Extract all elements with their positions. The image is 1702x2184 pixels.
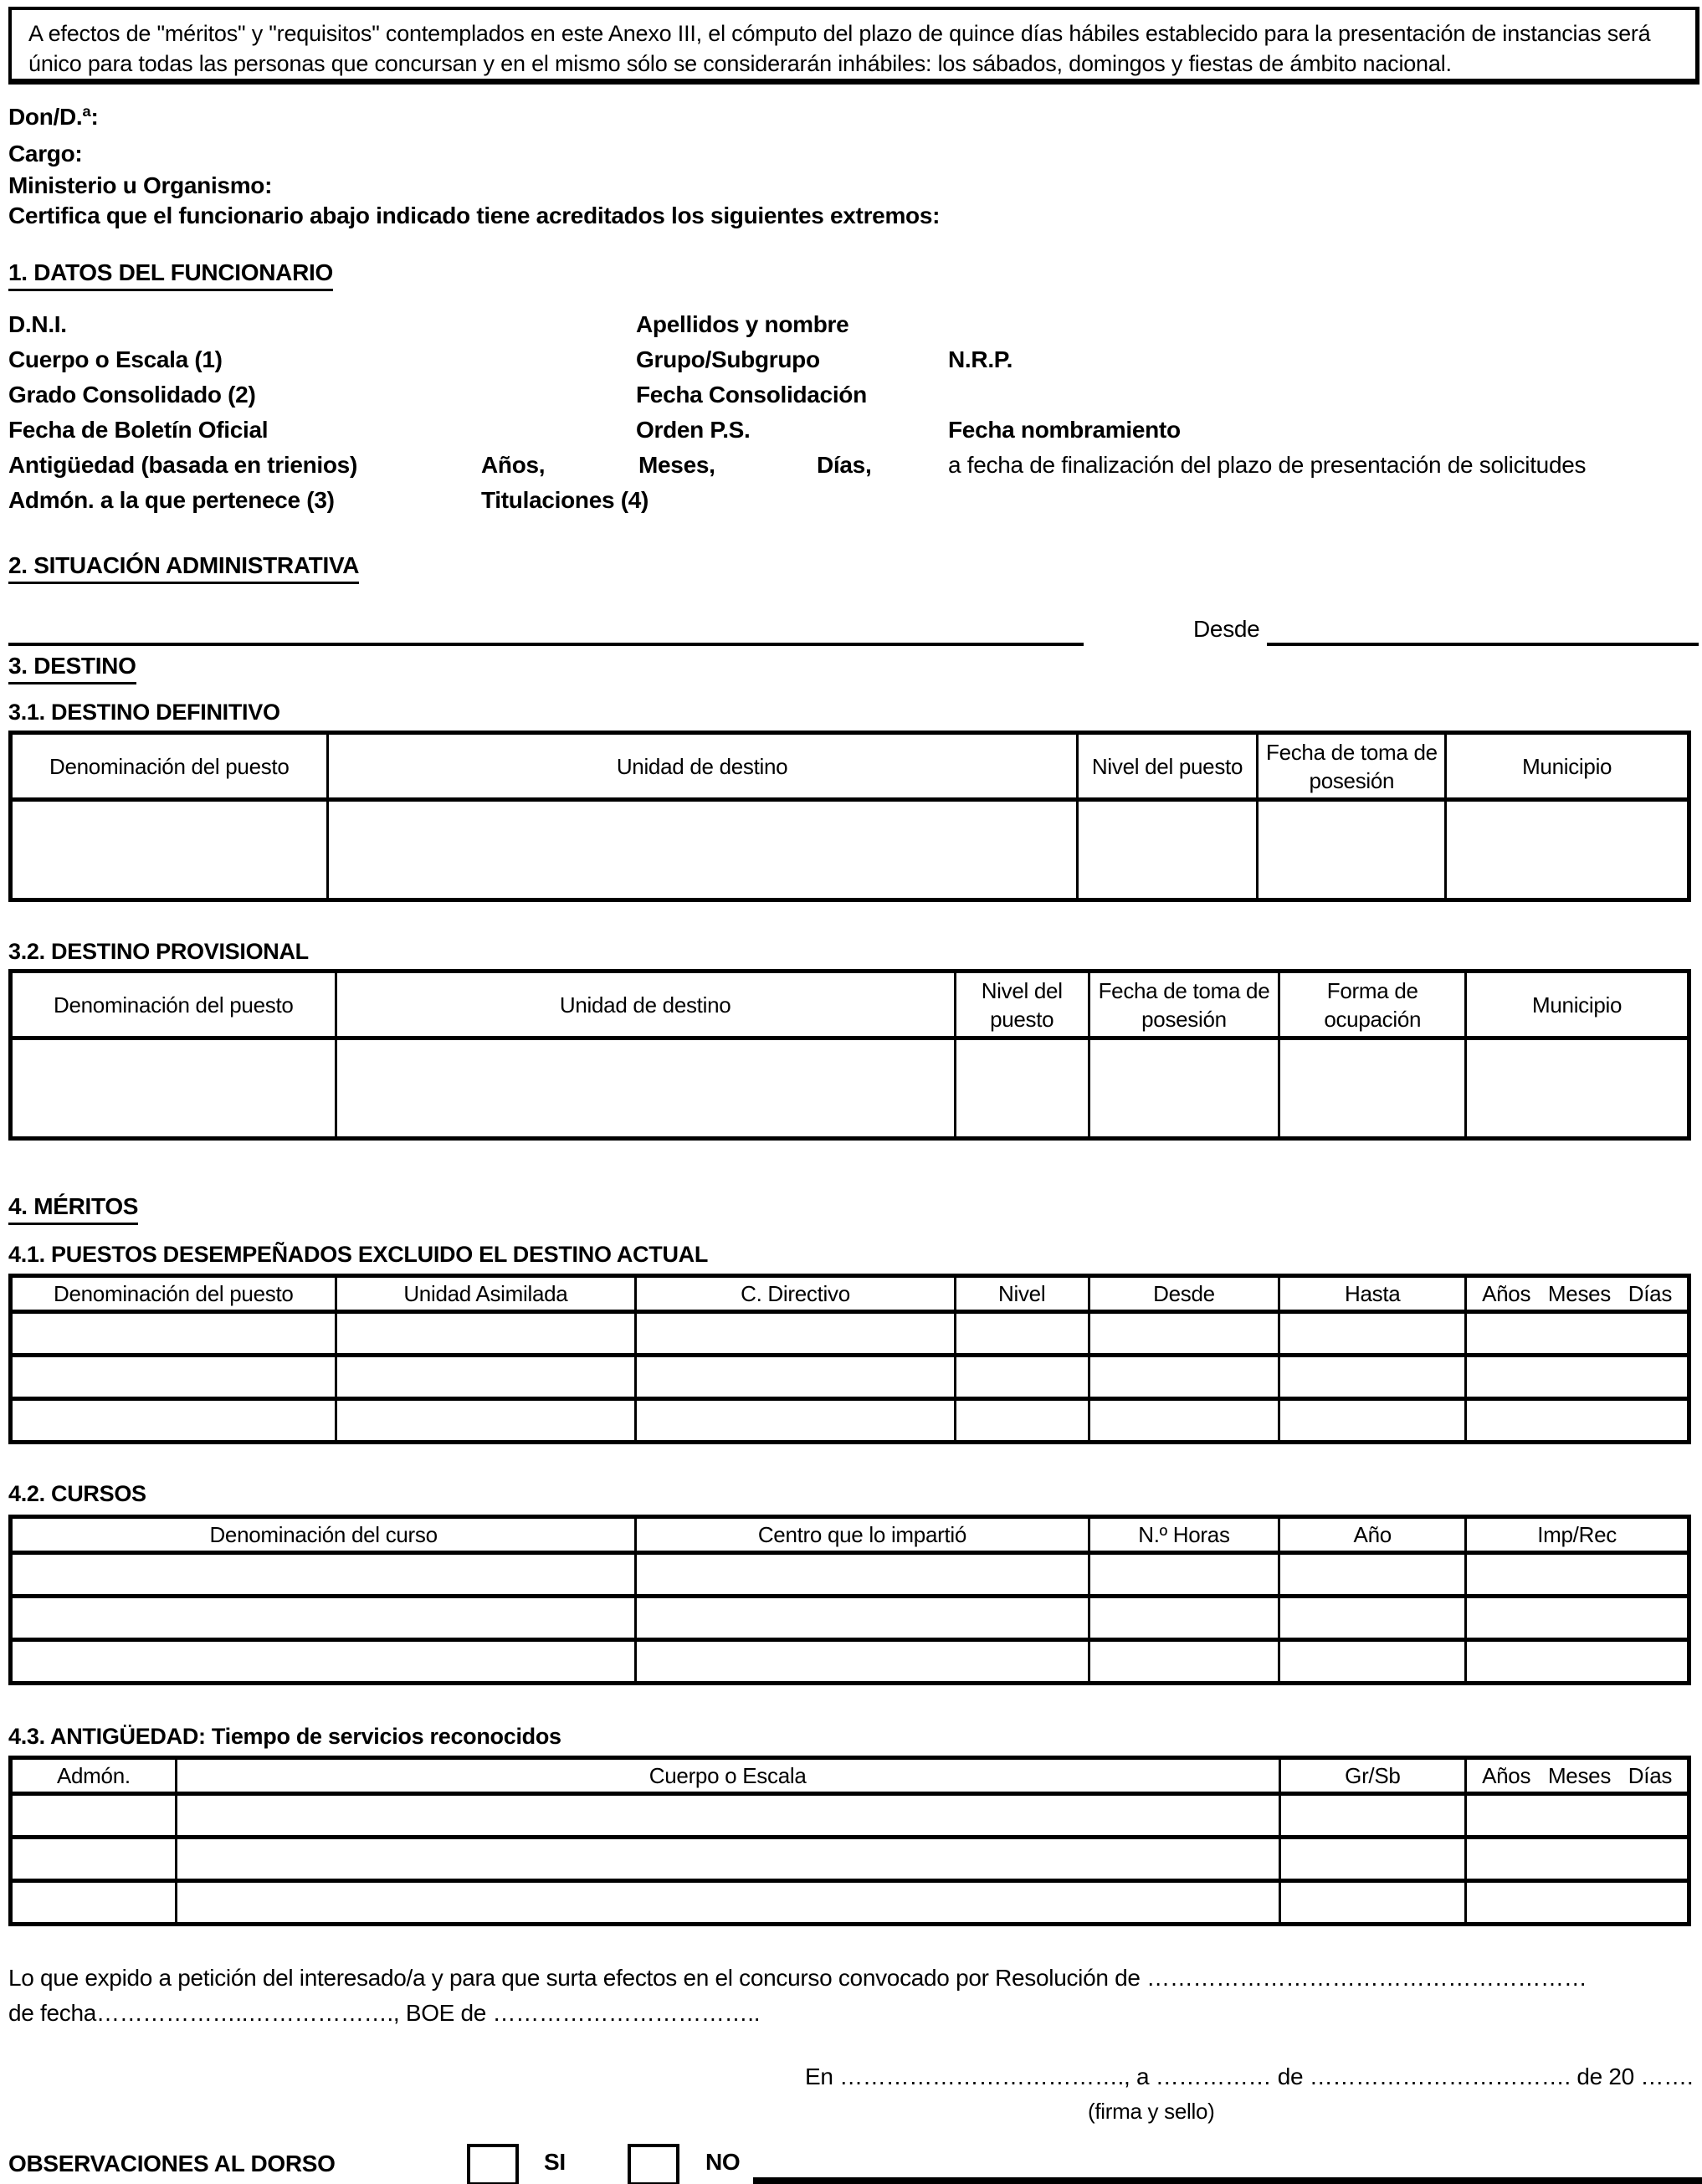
desde-label: Desde (1193, 616, 1260, 642)
column-header: Nivel (955, 1276, 1089, 1312)
section4-title: 4. MÉRITOS (8, 1193, 138, 1225)
empty-cell[interactable] (1077, 800, 1258, 900)
column-header: Cuerpo o Escala (176, 1758, 1279, 1794)
table-row (11, 1553, 1689, 1597)
intro-notice-line1: A efectos de "méritos" y "requisitos" contemplados en este Anexo III, el cómputo del plazo de quince días hábiles establecido para la presentación de instancias será (28, 21, 1651, 46)
column-header: Municipio (1446, 733, 1689, 800)
section3-1-title: 3.1. DESTINO DEFINITIVO (8, 700, 280, 725)
cursos-table (8, 1515, 1691, 1685)
empty-cell[interactable] (1466, 1038, 1689, 1139)
column-header: Desde (1089, 1276, 1279, 1312)
table-row (11, 1356, 1689, 1399)
table-row (11, 1312, 1689, 1356)
empty-cell[interactable] (636, 1553, 1089, 1597)
empty-cell[interactable] (1279, 1794, 1466, 1838)
section3-2-title: 3.2. DESTINO PROVISIONAL (8, 939, 309, 964)
empty-cell[interactable] (11, 1553, 636, 1597)
table-row (11, 1881, 1689, 1925)
expido-line1: Lo que expido a petición del interesado/a y para que surta efectos en el concurso convocado por Resolución de ………………………………………………… (8, 1965, 1587, 1991)
empty-cell[interactable] (11, 1597, 636, 1640)
empty-cell[interactable] (1089, 1553, 1279, 1597)
column-header: Fecha de toma de posesión (1258, 733, 1446, 800)
empty-cell[interactable] (176, 1838, 1279, 1881)
grado-consolidado-label: Grado Consolidado (2) (8, 382, 256, 408)
table-header-row (11, 1276, 1689, 1312)
dias-label: Días, (817, 452, 872, 478)
page-edge-bar (753, 2177, 1702, 2184)
column-header: Años Meses Días (1466, 1758, 1689, 1794)
table-row (11, 800, 1689, 900)
antiguedad-table (8, 1756, 1691, 1926)
situacion-fill-line[interactable] (8, 643, 1084, 646)
fecha-boletin-label: Fecha de Boletín Oficial (8, 417, 269, 443)
empty-cell[interactable] (1466, 1312, 1689, 1356)
admon-pertenece-label: Admón. a la que pertenece (3) (8, 487, 335, 513)
column-header: Fecha de toma de posesión (1089, 972, 1279, 1038)
empty-cell[interactable] (1279, 1356, 1466, 1399)
empty-cell[interactable] (1446, 800, 1689, 900)
grupo-subgrupo-label: Grupo/Subgrupo (636, 346, 820, 372)
cargo-label: Cargo: (8, 141, 83, 167)
column-header: Forma de ocupación (1279, 972, 1466, 1038)
observaciones-si-checkbox[interactable] (467, 2144, 519, 2184)
firma-sello-label: (firma y sello) (1088, 2099, 1215, 2124)
table-row (11, 1838, 1689, 1881)
empty-cell[interactable] (11, 1312, 336, 1356)
table-header-row (11, 733, 1689, 800)
empty-cell[interactable] (1279, 1881, 1466, 1925)
column-header: C. Directivo (636, 1276, 956, 1312)
empty-cell[interactable] (1089, 1356, 1279, 1399)
empty-cell[interactable] (955, 1038, 1089, 1139)
section4-2-title: 4.2. CURSOS (8, 1481, 146, 1506)
empty-cell[interactable] (1089, 1399, 1279, 1443)
dni-label: D.N.I. (8, 311, 67, 337)
table-header-row (11, 972, 1689, 1038)
empty-cell[interactable] (636, 1597, 1089, 1640)
titulaciones-label: Titulaciones (4) (481, 487, 649, 513)
observaciones-no-checkbox[interactable] (628, 2144, 679, 2184)
column-header: Unidad de destino (327, 733, 1077, 800)
empty-cell[interactable] (1089, 1640, 1279, 1684)
nrp-label: N.R.P. (948, 346, 1013, 372)
fecha-consolidacion-label: Fecha Consolidación (636, 382, 867, 408)
empty-cell[interactable] (1466, 1356, 1689, 1399)
certifica-label: Certifica que el funcionario abajo indicado tiene acreditados los siguientes extremos: (8, 203, 941, 228)
orden-ps-label: Orden P.S. (636, 417, 751, 443)
empty-cell[interactable] (11, 1399, 336, 1443)
empty-cell[interactable] (1466, 1399, 1689, 1443)
section3-title: 3. DESTINO (8, 653, 136, 684)
antiguedad-label: Antigüedad (basada en trienios) (8, 452, 357, 478)
column-header: Nivel del puesto (1077, 733, 1258, 800)
table-row (11, 1399, 1689, 1443)
empty-cell[interactable] (636, 1356, 956, 1399)
empty-cell[interactable] (955, 1399, 1089, 1443)
empty-cell[interactable] (1089, 1597, 1279, 1640)
empty-cell[interactable] (11, 1794, 177, 1838)
empty-cell[interactable] (327, 800, 1077, 900)
empty-cell[interactable] (636, 1399, 956, 1443)
column-header: Centro que lo impartió (636, 1517, 1089, 1553)
empty-cell[interactable] (11, 1640, 636, 1684)
empty-cell[interactable] (1466, 1640, 1689, 1684)
empty-cell[interactable] (336, 1356, 636, 1399)
table-header-row (11, 1758, 1689, 1794)
empty-cell[interactable] (11, 1038, 336, 1139)
empty-cell[interactable] (636, 1312, 956, 1356)
empty-cell[interactable] (1466, 1794, 1689, 1838)
cuerpo-escala-label: Cuerpo o Escala (1) (8, 346, 223, 372)
empty-cell[interactable] (11, 1838, 177, 1881)
column-header: N.º Horas (1089, 1517, 1279, 1553)
empty-cell[interactable] (1279, 1597, 1466, 1640)
empty-cell[interactable] (11, 800, 328, 900)
column-header: Años Meses Días (1466, 1276, 1689, 1312)
column-header: Unidad de destino (336, 972, 955, 1038)
don-label: Don/D.ª: (8, 104, 99, 130)
empty-cell[interactable] (176, 1881, 1279, 1925)
empty-cell[interactable] (336, 1399, 636, 1443)
empty-cell[interactable] (636, 1640, 1089, 1684)
section1-title: 1. DATOS DEL FUNCIONARIO (8, 259, 333, 291)
table-row (11, 1794, 1689, 1838)
table-header-row (11, 1517, 1689, 1553)
empty-cell[interactable] (1279, 1038, 1466, 1139)
section4-3-title: 4.3. ANTIGÜEDAD: Tiempo de servicios reconocidos (8, 1724, 561, 1749)
observaciones-label: OBSERVACIONES AL DORSO (8, 2151, 336, 2176)
column-header: Año (1279, 1517, 1466, 1553)
empty-cell[interactable] (1466, 1553, 1689, 1597)
anos-label: Años, (481, 452, 546, 478)
empty-cell[interactable] (1279, 1399, 1466, 1443)
empty-cell[interactable] (955, 1312, 1089, 1356)
column-header: Denominación del puesto (11, 733, 328, 800)
empty-cell[interactable] (1279, 1553, 1466, 1597)
empty-cell[interactable] (11, 1356, 336, 1399)
column-header: Denominación del curso (11, 1517, 636, 1553)
empty-cell[interactable] (1466, 1838, 1689, 1881)
column-header: Imp/Rec (1466, 1517, 1689, 1553)
table-row (11, 1597, 1689, 1640)
desde-fill-line[interactable] (1267, 643, 1699, 646)
column-header: Municipio (1466, 972, 1689, 1038)
column-header: Hasta (1279, 1276, 1466, 1312)
empty-cell[interactable] (336, 1312, 636, 1356)
ministerio-label: Ministerio u Organismo: (8, 172, 273, 198)
column-header: Admón. (11, 1758, 177, 1794)
column-header: Gr/Sb (1279, 1758, 1466, 1794)
fecha-nombramiento-label: Fecha nombramiento (948, 417, 1181, 443)
no-label: NO (705, 2149, 741, 2175)
column-header: Nivel del puesto (955, 972, 1089, 1038)
empty-cell[interactable] (955, 1356, 1089, 1399)
expido-line2: de fecha………………..………………., BOE de …………………………….. (8, 2000, 761, 2026)
destino-definitivo-table (8, 731, 1691, 902)
a-fecha-note: a fecha de finalización del plazo de presentación de solicitudes (948, 452, 1587, 478)
meses-label: Meses, (638, 452, 715, 478)
column-header: Unidad Asimilada (336, 1276, 636, 1312)
date-fill-line: En ………………………………., a …………… de ……………………………. de 20 ……. (805, 2064, 1694, 2089)
empty-cell[interactable] (1089, 1312, 1279, 1356)
section4-1-title: 4.1. PUESTOS DESEMPEÑADOS EXCLUIDO EL DESTINO ACTUAL (8, 1242, 709, 1267)
empty-cell[interactable] (1279, 1640, 1466, 1684)
empty-cell[interactable] (1258, 800, 1446, 900)
intro-notice-box (8, 7, 1699, 85)
empty-cell[interactable] (1466, 1597, 1689, 1640)
empty-cell[interactable] (1466, 1881, 1689, 1925)
section2-title: 2. SITUACIÓN ADMINISTRATIVA (8, 552, 359, 584)
empty-cell[interactable] (1089, 1038, 1279, 1139)
column-header: Denominación del puesto (11, 1276, 336, 1312)
table-row (11, 1640, 1689, 1684)
empty-cell[interactable] (11, 1881, 177, 1925)
table-row (11, 1038, 1689, 1139)
empty-cell[interactable] (176, 1794, 1279, 1838)
destino-provisional-table (8, 969, 1691, 1141)
puestos-desempenados-table (8, 1274, 1691, 1444)
apellidos-label: Apellidos y nombre (636, 311, 849, 337)
column-header: Denominación del puesto (11, 972, 336, 1038)
empty-cell[interactable] (1279, 1838, 1466, 1881)
empty-cell[interactable] (336, 1038, 955, 1139)
empty-cell[interactable] (1279, 1312, 1466, 1356)
intro-notice-line2: único para todas las personas que concursan y en el mismo sólo se considerarán inhábiles: los sábados, domingos y fiestas de ámbito nacional. (28, 51, 1452, 76)
si-label: SI (544, 2149, 566, 2175)
